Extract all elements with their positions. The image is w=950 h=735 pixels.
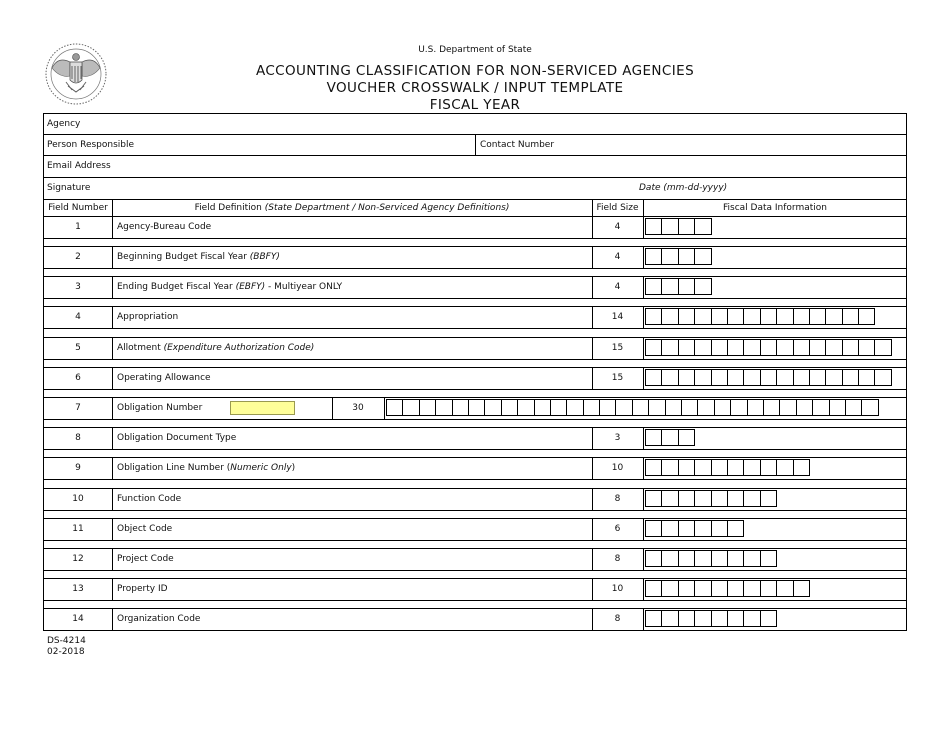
character-box[interactable] [842,339,859,356]
fiscal-data-boxes [645,339,892,356]
character-box[interactable] [825,339,842,356]
character-box[interactable] [599,399,616,416]
character-box[interactable] [694,459,711,476]
field-number: 8 [75,433,81,443]
divider [475,134,476,155]
character-box[interactable] [534,399,551,416]
character-box[interactable] [648,399,665,416]
character-box[interactable] [678,429,695,446]
field-definition [117,252,280,262]
divider [643,488,644,510]
character-box[interactable] [661,429,678,446]
character-box[interactable] [743,580,760,597]
divider [643,367,644,389]
divider [643,518,644,540]
contact-number-field[interactable]: Contact Number [480,140,555,150]
field-definition [117,584,168,594]
divider [43,216,907,217]
divider [43,488,907,489]
divider [43,510,907,511]
divider [43,457,907,458]
character-box[interactable] [727,580,744,597]
field-number: 6 [75,373,81,383]
fiscal-data-boxes [645,429,695,446]
column-header-field-definition [112,203,592,213]
field-size: 10 [611,463,624,473]
column-header-fiscal-data: Fiscal Data Information [723,203,827,213]
field-definition-text: Operating Allowance [117,373,211,383]
field-size: 4 [614,282,621,292]
fiscal-data-boxes [645,490,777,507]
character-box[interactable] [694,218,711,235]
date-field[interactable]: Date (mm-dd-yyyy) [639,183,728,193]
fiscal-data-boxes [645,308,875,325]
divider [43,389,907,390]
field-size: 3 [614,433,621,443]
character-box[interactable] [842,308,859,325]
character-box[interactable] [678,218,695,235]
fiscal-year-title: FISCAL YEAR [429,97,521,113]
field-size: 8 [614,554,621,564]
character-box[interactable] [694,490,711,507]
column-header-definition-note: (State Department / Non-Serviced Agency Definitions) [264,203,510,213]
field-definition-note: (EBFY) [235,282,266,292]
character-box[interactable] [386,399,403,416]
character-box[interactable] [727,308,744,325]
field-definition-note: Numeric Only [230,463,292,473]
character-box[interactable] [858,339,875,356]
field-definition-note: (BBFY) [249,252,280,262]
divider [43,570,907,571]
divider [643,578,644,600]
fiscal-data-boxes [645,278,712,295]
divider [643,427,644,449]
character-box[interactable] [435,399,452,416]
character-box[interactable] [645,610,662,627]
field-definition-text: Agency-Bureau Code [117,222,212,232]
divider [43,276,907,277]
field-number: 11 [72,524,84,534]
character-box[interactable] [402,399,419,416]
form-number: DS-4214 [47,636,86,646]
character-box[interactable] [711,550,728,567]
character-box[interactable] [550,399,567,416]
character-box[interactable] [678,550,695,567]
form-title: ACCOUNTING CLASSIFICATION FOR NON-SERVICED AGENCIES [255,63,695,79]
signature-field[interactable]: Signature [47,183,91,193]
divider [43,298,907,299]
field-size: 6 [614,524,621,534]
field-definition [117,463,295,473]
character-box[interactable] [645,218,662,235]
field-size: 4 [614,252,621,262]
department-name: U.S. Department of State [418,45,532,55]
field-definition-text: Obligation Number [117,403,203,413]
character-box[interactable] [678,610,695,627]
character-box[interactable] [743,339,760,356]
character-box[interactable] [874,339,891,356]
person-responsible-field[interactable]: Person Responsible [47,140,135,150]
divider [112,608,113,630]
field-number: 13 [72,584,84,594]
character-box[interactable] [858,308,875,325]
character-box[interactable] [829,399,846,416]
divider [43,397,907,398]
field-size: 15 [611,343,624,353]
field-number: 9 [75,463,81,473]
character-box[interactable] [793,580,810,597]
field-definition-suffix: ) [291,463,296,473]
character-box[interactable] [419,399,436,416]
divider [43,578,907,579]
fiscal-data-boxes [645,550,777,567]
character-box[interactable] [645,308,662,325]
divider [43,479,907,480]
character-box[interactable] [678,278,695,295]
divider [43,630,907,631]
character-box[interactable] [661,278,678,295]
character-box[interactable] [793,308,810,325]
email-address-field[interactable]: Email Address [47,161,111,171]
field-size: 10 [611,584,624,594]
field-number: 12 [72,554,84,564]
divider [112,397,113,419]
field-number: 7 [75,403,81,413]
character-box[interactable] [776,369,793,386]
divider [43,608,907,609]
character-box[interactable] [874,369,891,386]
divider [384,397,385,419]
character-box[interactable] [645,459,662,476]
field-definition [117,494,181,504]
field-definition [117,524,172,534]
character-box[interactable] [583,399,600,416]
character-box[interactable] [727,520,744,537]
field-size: 15 [611,373,624,383]
character-box[interactable] [645,369,662,386]
character-box[interactable] [661,339,678,356]
divider [43,548,907,549]
character-box[interactable] [711,520,728,537]
field-definition [117,222,211,232]
character-box[interactable] [809,339,826,356]
divider [43,155,907,156]
character-box[interactable] [825,308,842,325]
divider [112,578,113,600]
divider [112,427,113,449]
divider [43,419,907,420]
field-definition-text: Project Code [117,554,174,564]
divider [43,540,907,541]
character-box[interactable] [711,339,728,356]
character-box[interactable] [665,399,682,416]
character-box[interactable] [760,339,777,356]
character-box[interactable] [661,218,678,235]
divider [112,337,113,359]
character-box[interactable] [730,399,747,416]
field-definition-text: Obligation Line Number ( [117,463,231,473]
field-definition-text: Allotment [117,343,164,353]
divider [43,518,907,519]
divider [43,600,907,601]
character-box[interactable] [760,580,777,597]
fiscal-data-boxes [645,459,810,476]
character-box[interactable] [645,550,662,567]
divider [43,449,907,450]
character-box[interactable] [694,580,711,597]
character-box[interactable] [694,339,711,356]
character-box[interactable] [694,308,711,325]
fiscal-data-boxes [645,248,712,265]
character-box[interactable] [711,369,728,386]
field-definition-text: Ending Budget Fiscal Year [117,282,236,292]
divider [643,337,644,359]
character-box[interactable] [501,399,518,416]
character-box[interactable] [484,399,501,416]
character-box[interactable] [727,459,744,476]
field-size: 30 [352,403,364,413]
character-box[interactable] [727,610,744,627]
character-box[interactable] [678,339,695,356]
character-box[interactable] [747,399,764,416]
divider [43,337,907,338]
divider [112,216,113,238]
fiscal-data-boxes [645,520,744,537]
character-box[interactable] [779,399,796,416]
character-box[interactable] [645,580,662,597]
field-number: 10 [72,494,84,504]
character-box[interactable] [615,399,632,416]
divider [112,548,113,570]
character-box[interactable] [760,550,777,567]
column-header-field-number: Field Number [48,203,108,213]
field-definition [117,373,211,383]
divider [112,518,113,540]
character-box[interactable] [645,339,662,356]
character-box[interactable] [711,308,728,325]
character-box[interactable] [743,369,760,386]
character-box[interactable] [694,520,711,537]
character-box[interactable] [743,550,760,567]
character-box[interactable] [517,399,534,416]
field-definition-note: (Expenditure Authorization Code) [163,343,315,353]
character-box[interactable] [776,308,793,325]
character-box[interactable] [566,399,583,416]
fiscal-data-boxes [645,218,712,235]
divider [643,457,644,479]
character-box[interactable] [632,399,649,416]
field-definition [117,343,314,353]
character-box[interactable] [727,550,744,567]
field-definition [117,312,178,322]
fiscal-data-boxes [645,369,892,386]
character-box[interactable] [858,369,875,386]
field-size: 4 [614,222,621,232]
character-box[interactable] [661,520,678,537]
fiscal-data-boxes [645,580,810,597]
divider [43,359,907,360]
character-box[interactable] [678,308,695,325]
character-box[interactable] [793,369,810,386]
character-box[interactable] [760,610,777,627]
field-definition [117,614,200,624]
character-box[interactable] [678,369,695,386]
character-box[interactable] [845,399,862,416]
character-box[interactable] [661,490,678,507]
character-box[interactable] [711,580,728,597]
field-number: 3 [75,282,81,292]
character-box[interactable] [661,459,678,476]
field-number: 2 [75,252,81,262]
agency-field[interactable]: Agency [47,119,81,129]
character-box[interactable] [645,429,662,446]
field-definition-text: Obligation Document Type [117,433,237,443]
field-number: 14 [72,614,84,624]
field-number: 5 [75,343,81,353]
character-box[interactable] [694,369,711,386]
fiscal-data-boxes [386,399,879,416]
character-box[interactable] [645,278,662,295]
character-box[interactable] [697,399,714,416]
character-box[interactable] [694,248,711,265]
field-definition-text: Function Code [117,494,182,504]
divider [643,276,644,298]
character-box[interactable] [678,490,695,507]
divider [43,427,907,428]
column-header-definition-label: Field Definition [194,203,262,213]
field-number: 4 [75,312,81,322]
field-definition [117,433,236,443]
character-box[interactable] [694,278,711,295]
field-definition-text: Beginning Budget Fiscal Year [117,252,250,262]
field-definition-text: Organization Code [117,614,201,624]
character-box[interactable] [711,610,728,627]
field-definition-suffix: - Multiyear ONLY [265,282,343,292]
character-box[interactable] [796,399,813,416]
character-box[interactable] [727,490,744,507]
character-box[interactable] [694,610,711,627]
character-box[interactable] [645,490,662,507]
field-size: 14 [611,312,624,322]
character-box[interactable] [809,308,826,325]
character-box[interactable] [743,308,760,325]
divider [112,457,113,479]
divider [43,268,907,269]
divider [643,548,644,570]
character-box[interactable] [661,550,678,567]
divider [112,488,113,510]
character-box[interactable] [727,339,744,356]
fiscal-data-boxes [645,610,777,627]
character-box[interactable] [776,339,793,356]
character-box[interactable] [711,490,728,507]
character-box[interactable] [809,369,826,386]
character-box[interactable] [793,459,810,476]
character-box[interactable] [763,399,780,416]
character-box[interactable] [661,610,678,627]
obligation-number-input[interactable] [230,401,295,415]
field-definition [117,554,174,564]
character-box[interactable] [711,459,728,476]
divider [112,246,113,268]
character-box[interactable] [760,490,777,507]
field-definition [117,282,342,292]
character-box[interactable] [452,399,469,416]
character-box[interactable] [645,520,662,537]
divider [112,276,113,298]
divider [43,238,907,239]
field-definition-text: Appropriation [117,312,179,322]
divider [43,177,907,178]
field-definition-text: Property ID [117,584,168,594]
character-box[interactable] [661,369,678,386]
column-header-field-size: Field Size [596,203,639,213]
character-box[interactable] [681,399,698,416]
character-box[interactable] [645,248,662,265]
character-box[interactable] [760,308,777,325]
character-box[interactable] [743,459,760,476]
divider [643,306,644,328]
divider [112,367,113,389]
character-box[interactable] [743,610,760,627]
divider [43,328,907,329]
character-box[interactable] [678,520,695,537]
character-box[interactable] [793,339,810,356]
field-size: 8 [614,494,621,504]
divider [43,367,907,368]
character-box[interactable] [678,459,695,476]
divider [643,246,644,268]
character-box[interactable] [825,369,842,386]
character-box[interactable] [861,399,878,416]
character-box[interactable] [760,459,777,476]
form-subtitle: VOUCHER CROSSWALK / INPUT TEMPLATE [326,80,624,96]
divider [43,199,907,200]
character-box[interactable] [661,308,678,325]
character-box[interactable] [743,490,760,507]
character-box[interactable] [714,399,731,416]
divider [112,306,113,328]
field-definition [117,403,202,413]
divider [43,306,907,307]
field-size: 8 [614,614,621,624]
divider [643,216,644,238]
field-definition-text: Object Code [117,524,173,534]
character-box[interactable] [842,369,859,386]
character-box[interactable] [678,580,695,597]
divider [643,608,644,630]
divider [43,246,907,247]
character-box[interactable] [812,399,829,416]
character-box[interactable] [678,248,695,265]
character-box[interactable] [661,248,678,265]
character-box[interactable] [468,399,485,416]
character-box[interactable] [776,459,793,476]
character-box[interactable] [727,369,744,386]
field-number: 1 [75,222,81,232]
character-box[interactable] [760,369,777,386]
character-box[interactable] [661,580,678,597]
character-box[interactable] [776,580,793,597]
character-box[interactable] [694,550,711,567]
form-revision: 02-2018 [47,647,85,657]
